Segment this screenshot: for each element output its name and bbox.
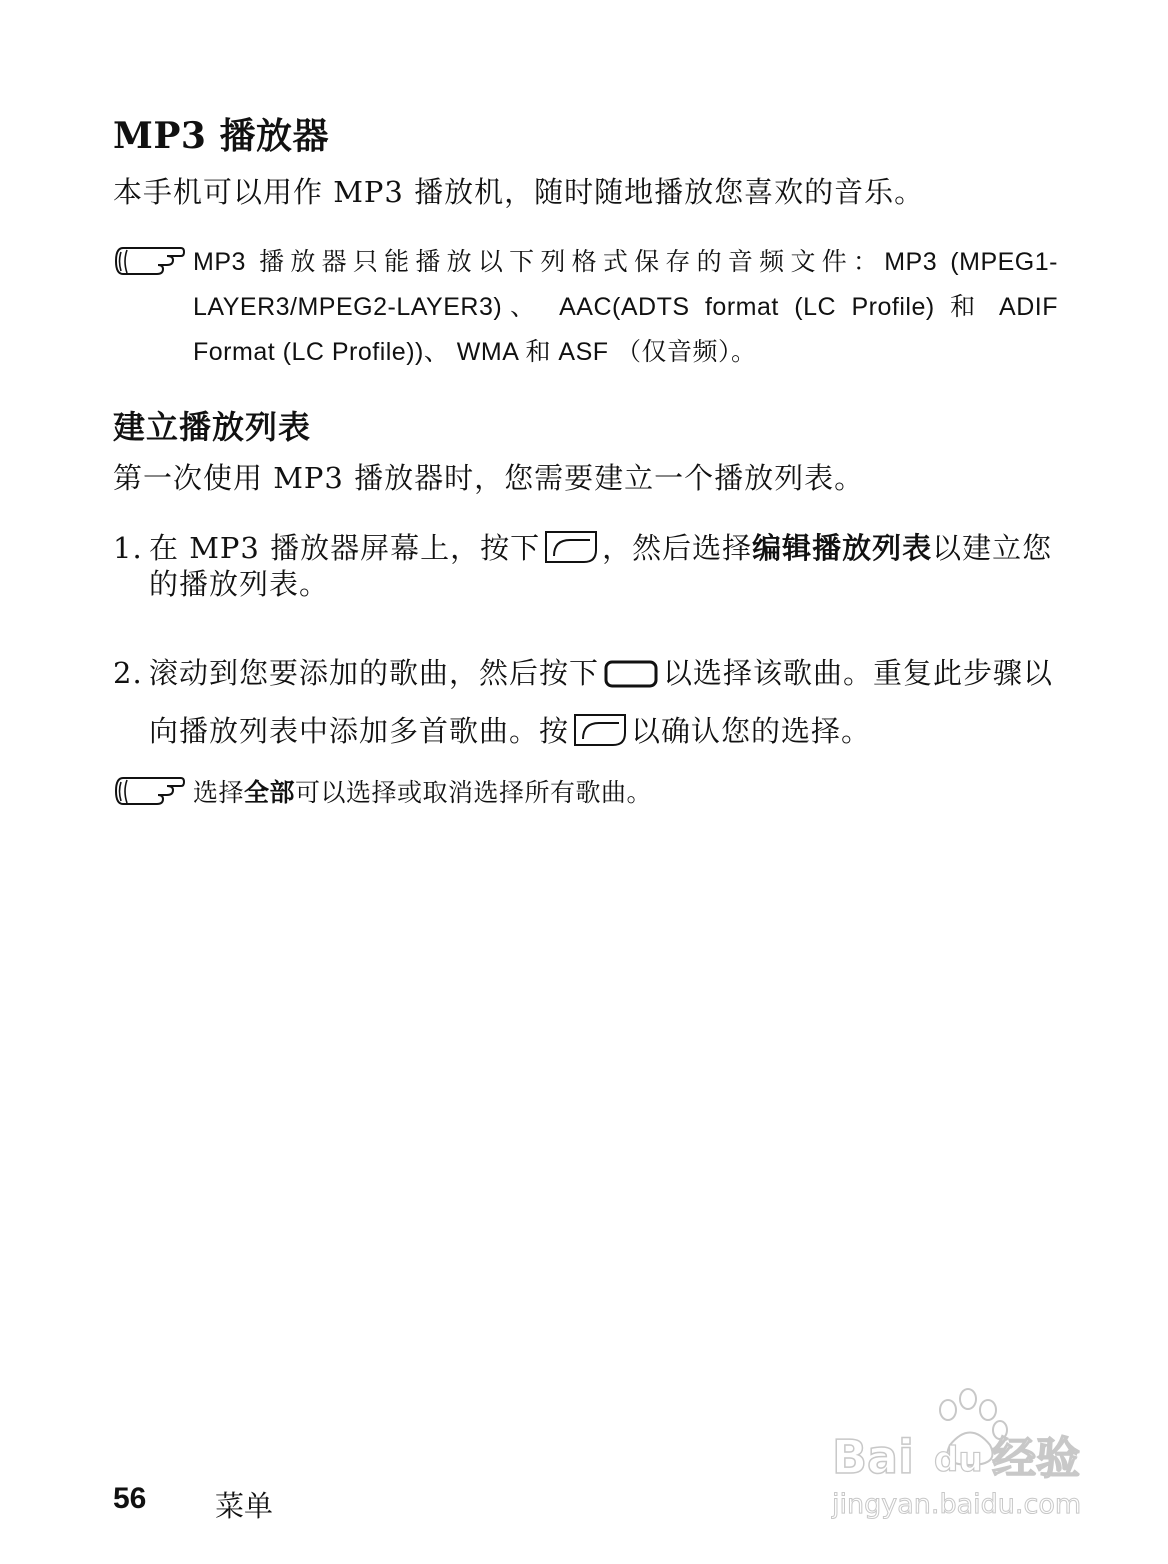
watermark-brand: Bai (832, 1430, 914, 1484)
left-soft-key-icon (573, 713, 627, 747)
step-2 (113, 644, 1058, 760)
step-1-text-a: 在 MP3 播放器屏幕上，按下 (149, 531, 541, 565)
watermark-url: jingyan.baidu.com (832, 1489, 1082, 1520)
watermark-brand-du: du (934, 1440, 983, 1480)
watermark-cn: 经验 (992, 1433, 1080, 1484)
intro-paragraph: 本手机可以用作 MP3 播放机，随时随地播放您喜欢的音乐。 (113, 175, 925, 209)
section-intro: 第一次使用 MP3 播放器时，您需要建立一个播放列表。 (113, 461, 865, 495)
step-1-body (149, 530, 1058, 602)
step-2-text-b: 以选择该歌曲。重复此步骤以向播放列表中添加多首歌曲。按 (149, 656, 1054, 748)
step-number: 2. (113, 656, 143, 690)
center-key-icon (603, 659, 659, 689)
step-1 (113, 530, 1058, 602)
note-2-text-a: 选择 (193, 779, 245, 807)
note-1 (113, 240, 1058, 375)
step-number: 1. (113, 531, 143, 565)
step-2-body (149, 644, 1058, 760)
step-2-text-a: 滚动到您要添加的歌曲，然后按下 (149, 656, 600, 690)
all-label: 全部 (244, 778, 296, 807)
step-1-text-c: 以建立您的播放列表。 (149, 531, 1053, 601)
section-label: 菜单 (215, 1489, 274, 1523)
left-soft-key-icon (544, 530, 598, 564)
pointing-hand-icon (113, 774, 185, 808)
pointing-hand-icon (113, 244, 185, 278)
section-heading: 建立播放列表 (113, 408, 312, 446)
note-2 (113, 770, 1058, 816)
page-title: MP3 播放器 (113, 115, 330, 157)
step-2-text-c: 以确认您的选择。 (631, 714, 872, 748)
page-number: 56 (113, 1482, 147, 1515)
step-1-text-b: ，然后选择 (602, 531, 753, 565)
note-1-text: MP3 播放器只能播放以下列格式保存的音频文件：MP3 (MPEG1-LAYER3/MPEG2-LAYER3)、 AAC(ADTS format (LC Profile) 和 ADIF Format (LC Profile))、 WMA 和 ASF （仅音频）。 (193, 248, 1058, 366)
note-2-text (193, 770, 1058, 816)
baidu-watermark (830, 1385, 1100, 1525)
edit-playlist-label: 编辑播放列表 (752, 531, 933, 565)
note-2-text-b: 可以选择或取消选择所有歌曲。 (295, 779, 653, 807)
